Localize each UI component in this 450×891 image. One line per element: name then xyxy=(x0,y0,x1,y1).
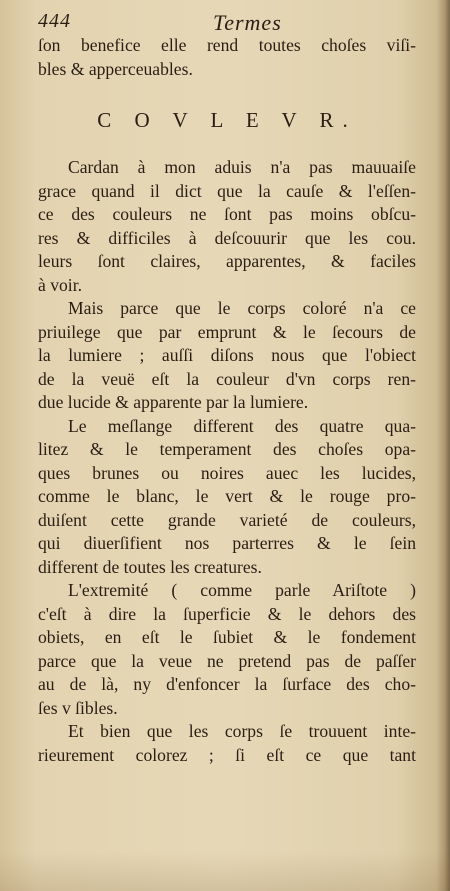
text-line: obiets, en eſt le ſubiet & le fondement xyxy=(38,627,416,647)
text-line: Et bien que les corps ſe trouuent inte- xyxy=(68,721,416,741)
text-line: la lumiere ; auſſi diſons nous que l'obiect xyxy=(38,345,416,365)
running-head: Termes xyxy=(213,10,282,35)
text-line: res & difficiles à deſcouurir que les cou. xyxy=(38,227,416,248)
text-line: de la veuë eſt la couleur d'vn corps ren- xyxy=(38,368,416,389)
text-line: parce que la veue ne pretend pas de paſſer xyxy=(38,650,416,671)
text-line: ce des couleurs ne ſont pas moins obſcu- xyxy=(38,204,416,224)
text-line: ſon benefice elle rend toutes choſes viſi- xyxy=(38,35,416,55)
text-line: c'eſt à dire la ſuperficie & le dehors des xyxy=(38,603,416,624)
text-line: comme le blanc, le vert & le rouge pro- xyxy=(38,486,416,506)
text-line: priuilege que par emprunt & le ſecours de xyxy=(38,321,416,342)
text-line: ſes v ſibles. xyxy=(38,697,118,718)
page-bottom-shade xyxy=(0,851,450,891)
text-line: litez & le temperament des choſes opa- xyxy=(38,439,416,459)
text-line: bles & apperceuables. xyxy=(38,58,193,79)
text-line: duiſent cette grande varieté de couleurs, xyxy=(38,509,416,530)
text-line: Le meſlange different des quatre qua- xyxy=(68,415,416,436)
text-line: leurs ſont claires, apparentes, & faciles xyxy=(38,251,416,271)
text-line: rieurement colorez ; ſi eſt ce que tant xyxy=(38,744,416,765)
page-number: 444 xyxy=(38,10,71,32)
text-line: ques brunes ou noires auec les lucides, xyxy=(38,462,416,483)
text-line: different de toutes les creatures. xyxy=(38,556,262,577)
continuation-text xyxy=(38,34,416,81)
page-edge-shadow xyxy=(436,0,450,891)
paragraph xyxy=(38,156,416,297)
text-line: grace quand il dict que la cauſe & l'eſſen- xyxy=(38,180,416,201)
text-line: qui diuerſifient nos parterres & le ſein xyxy=(38,533,416,553)
text-line: L'extremité ( comme parle Ariſtote ) xyxy=(68,580,416,600)
text-line: à voir. xyxy=(38,274,82,295)
text-line: Cardan à mon aduis n'a pas mauuaiſe xyxy=(68,157,416,177)
paragraph xyxy=(38,720,416,767)
text-line: au de là, ny d'enfoncer la ſurface des cho- xyxy=(38,674,416,694)
section-title: C O V L E V R. xyxy=(97,108,357,132)
page-header xyxy=(38,10,428,36)
paragraph xyxy=(38,579,416,720)
paragraph xyxy=(38,297,416,415)
paragraph xyxy=(38,415,416,580)
body-text xyxy=(38,156,416,767)
text-line: Mais parce que le corps coloré n'a ce xyxy=(68,298,416,318)
text-line: due lucide & apparente par la lumiere. xyxy=(38,392,309,412)
